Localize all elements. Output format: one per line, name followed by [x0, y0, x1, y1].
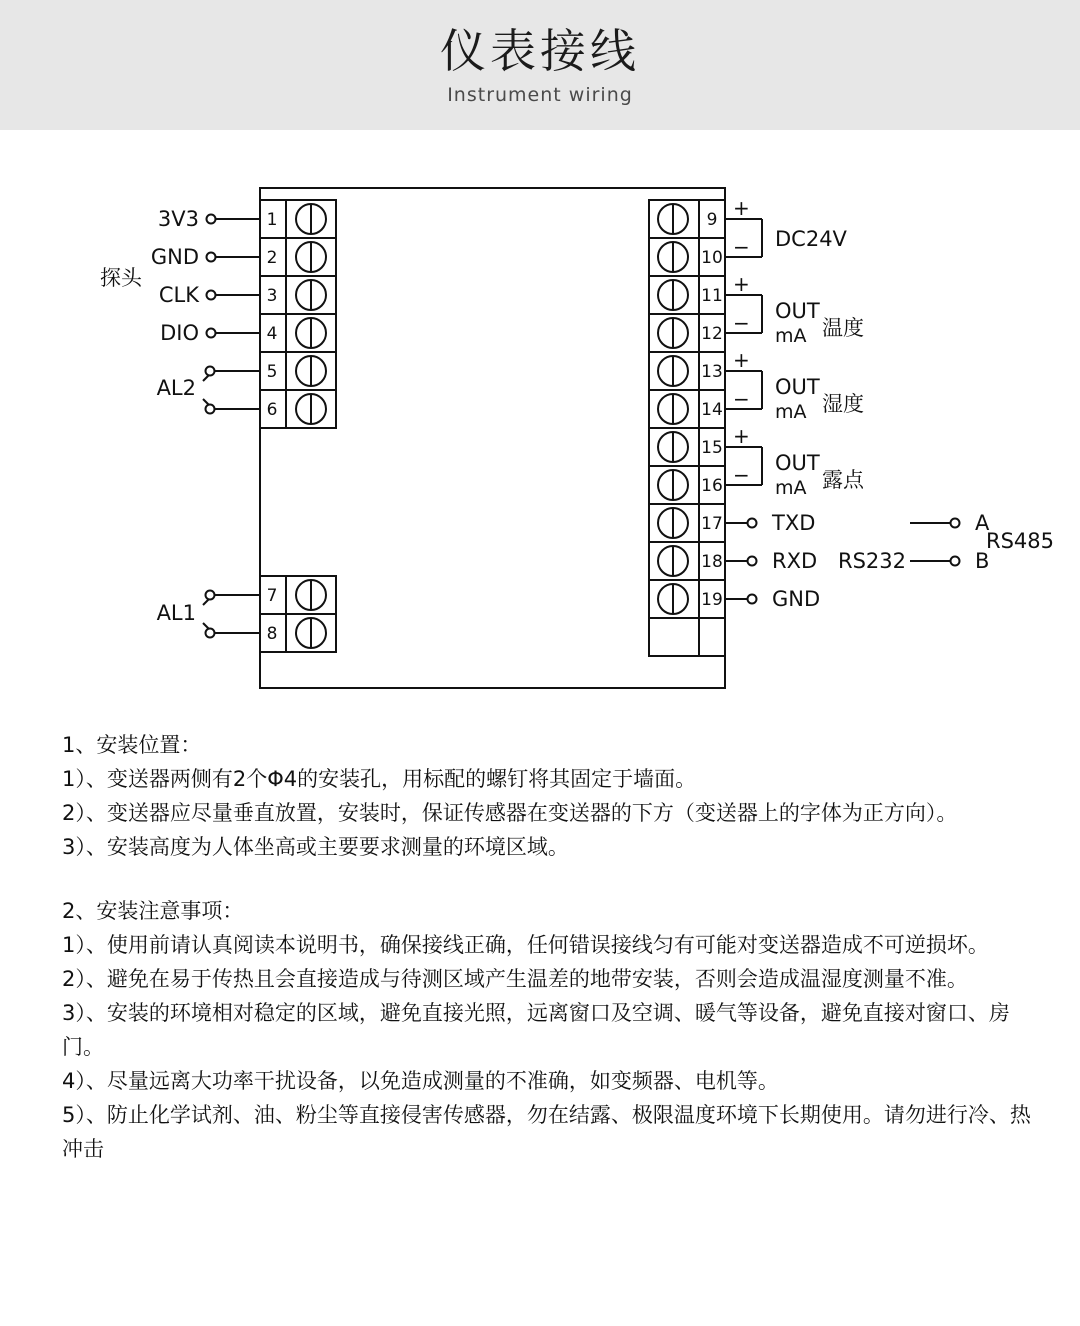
terminal-number-12: 12 — [701, 324, 723, 344]
section1-item-3: 3）、安装高度为人体坐高或主要要求测量的环境区域。 — [62, 835, 569, 859]
page-subtitle: Instrument wiring — [447, 83, 633, 106]
terminal-number-11: 11 — [701, 286, 723, 306]
rs485-b-label: B — [975, 549, 990, 573]
wiring-diagram — [0, 130, 1080, 690]
section2-title: 2、安装注意事项： — [62, 899, 244, 923]
out-dew-label-line2: mA — [775, 477, 807, 499]
terminal-number-7: 7 — [266, 586, 278, 606]
terminal-number-8: 8 — [266, 624, 278, 644]
polarity-minus-14: − — [733, 387, 750, 411]
terminal-number-17: 17 — [701, 514, 723, 534]
out-hum-name: 湿度 — [822, 392, 864, 416]
terminal-number-3: 3 — [266, 286, 278, 306]
polarity-plus-9: + — [733, 196, 750, 220]
rs485-a-label: A — [975, 511, 990, 535]
out-hum-label-line1: OUT — [775, 375, 820, 399]
terminal-number-10: 10 — [701, 248, 723, 268]
terminal-number-2: 2 — [266, 248, 278, 268]
left-terminal-label-4: DIO — [160, 321, 199, 345]
terminal-number-9: 9 — [706, 210, 718, 230]
out-dew-name: 露点 — [822, 468, 864, 492]
out-temp-name: 温度 — [822, 316, 864, 340]
terminal-number-15: 15 — [701, 438, 723, 458]
section2-item-4: 4）、尽量远离大功率干扰设备，以免造成测量的不准确，如变频器、电机等。 — [62, 1069, 779, 1093]
section-spacer — [62, 864, 1037, 894]
left-terminal-label-2: GND — [150, 245, 199, 269]
terminal-number-19: 19 — [701, 590, 723, 610]
alarm1-label: AL1 — [156, 601, 196, 625]
rs232-label: RS232 — [838, 549, 907, 573]
probe-group-label: 探头 — [100, 266, 142, 290]
page-header — [0, 0, 1080, 130]
gnd-label: GND — [772, 587, 821, 611]
out-temp-label-line2: mA — [775, 325, 807, 347]
terminal-number-18: 18 — [701, 552, 723, 572]
terminal-number-14: 14 — [701, 400, 723, 420]
right-terminal-block — [649, 200, 725, 656]
left-terminal-block-upper — [260, 200, 336, 428]
terminal-number-13: 13 — [701, 362, 723, 382]
polarity-minus-16: − — [733, 463, 750, 487]
out-temp-label-line1: OUT — [775, 299, 820, 323]
section1-title: 1、安装位置： — [62, 733, 202, 757]
section2-item-3: 3）、安装的环境相对稳定的区域，避免直接光照，远离窗口及空调、暖气等设备，避免直接对窗口、房门。 — [62, 1001, 1010, 1059]
section1-item-2: 2）、变送器应尽量垂直放置，安装时，保证传感器在变送器的下方（变送器上的字体为正方向）。 — [62, 801, 958, 825]
rs485-label: RS485 — [986, 529, 1055, 553]
section2-item-2: 2）、避免在易于传热且会直接造成与待测区域产生温差的地带安装，否则会造成温湿度测量不准。 — [62, 967, 968, 991]
terminal-number-5: 5 — [266, 362, 278, 382]
terminal-number-1: 1 — [266, 210, 278, 230]
instruction-text — [62, 728, 1037, 1166]
txd-label: TXD — [772, 511, 816, 535]
polarity-plus-11: + — [733, 272, 750, 296]
polarity-plus-15: + — [733, 424, 750, 448]
alarm2-label: AL2 — [156, 376, 196, 400]
terminal-number-6: 6 — [266, 400, 278, 420]
left-terminal-label-1: 3V3 — [157, 207, 199, 231]
polarity-plus-13: + — [733, 348, 750, 372]
section2-item-5: 5）、防止化学试剂、油、粉尘等直接侵害传感器，勿在结露、极限温度环境下长期使用。请勿进行冷、热冲击 — [62, 1103, 1031, 1161]
terminal-number-4: 4 — [266, 324, 278, 344]
power-label: DC24V — [775, 227, 847, 251]
section2-item-1: 1）、使用前请认真阅读本说明书，确保接线正确，任何错误接线匀有可能对变送器造成不可逆损坏。 — [62, 933, 989, 957]
polarity-minus-10: − — [733, 235, 750, 259]
section1-item-1: 1）、变送器两侧有2个Φ4的安装孔，用标配的螺钉将其固定于墙面。 — [62, 767, 697, 791]
out-hum-label-line2: mA — [775, 401, 807, 423]
rxd-label: RXD — [772, 549, 818, 573]
left-terminal-label-3: CLK — [158, 283, 199, 307]
terminal-number-16: 16 — [701, 476, 723, 496]
page-title: 仪表接线 — [440, 24, 640, 79]
polarity-minus-12: − — [733, 311, 750, 335]
out-dew-label-line1: OUT — [775, 451, 820, 475]
